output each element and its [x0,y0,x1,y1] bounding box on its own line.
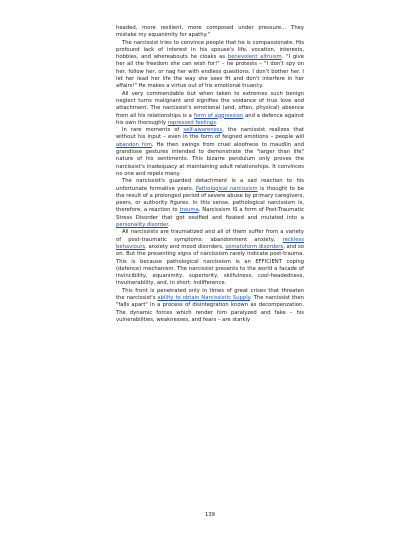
link-self-awareness[interactable]: self-awareness [183,127,223,134]
text-run: headed, more resilient, more composed under pressure… They mistake my equanimity for apathy." [116,25,304,39]
text-run: , the narcissist realizes that without his input – even in the form of feigned emotions – people will [116,127,304,141]
paragraph [116,288,304,324]
link-somatoform-disorders[interactable]: somatoform disorders [225,243,284,250]
link-trauma[interactable]: trauma [179,207,199,214]
paragraph [116,25,304,40]
text-run: . [215,119,218,126]
text-run: . Narcissism IS a form of Post-Traumatic Stress Disorder that got ossified and fixated and mutated into a [116,207,304,221]
text-run: is thought to be the result of a prolonged period of severe abuse by primary caregivers, peers, or authority figures. In this sense, pathological narcissism is, therefore, a reaction to [116,185,304,214]
text-run: All narcissists are traumatized and all of them suffer from a variety of post-traumatic symptoms: abandonment anxiety, [116,229,304,243]
text-run: . [168,222,170,229]
link-ability-to-obtain-narcissistic-supply[interactable]: ability to obtain Narcissistic Supply [157,294,251,301]
text-run: , anxiety and mood disorders, [145,243,226,250]
link-repressed-feelings[interactable]: repressed feelings [167,119,216,126]
text-run: The narcissist's guarded detachment is a sad reaction to his unfortunate formative years. [116,178,304,192]
link-benevolent-altruism[interactable]: benevolent altruism [227,54,282,61]
paragraph [116,229,304,287]
text-run: The narcissist tries to convince people that he is compassionate. His profound lack of interest in his spouse's life, vocation, interests, hobbies, and whereabouts he cloaks as [116,39,304,61]
link-abandon-him[interactable]: abandon him [116,141,152,148]
body-text [116,25,304,324]
text-run: . "I give her all the freedom she can wish for!" – he protests – "I don't spy on her, follow her, or nag her with endless questions. I don't bother her. I let her lead her life the way she sees fit and don't interfere in her affairs!" He makes a virtue out of his emotional truancy. [116,54,304,90]
link-reckless-behaviours[interactable]: reckless behaviours [116,236,304,250]
text-run: . He then swings from cruel aloofness to maudlin and grandiose gestures intended to demonstrate the "larger than life" nature of his sentiments. This bizarre pendulum only proves the narcissist's inadequacy at maintaining adult relationships. It convinces no one and repels many. [116,141,304,177]
paragraph [116,178,304,229]
text-run: and a defence against his own thoroughly [116,112,305,126]
text-run: , and so on. But the presenting signs of narcissism rarely indicate post-trauma. This is because pathological narcissism is an EFFICIENT coping (defence) mechanism. The narcissist presents to the world a facade of invincibility, equanimity, superiority, skilfulness, cool-headedness, invulnerability, and, in short: indifference. [116,243,304,287]
page-number: 139 [204,512,216,518]
text-run: . The narcissist then "falls apart" in a process of disintegration known as decompenzation. The dynamic forces which render him paralyzed and fake – his vulnerabilities, weaknesses, and fears – are starkly [116,294,304,323]
text-run: All very commendable but when taken to extremes such benign neglect turns malignant and signifies the voidance of true love and attachment. The narcissist's emotional (and, often, physical) absence from all his relationships is a [116,90,304,119]
paragraph [116,127,304,178]
text-run: This front is penetrated only in times of great crises that threaten the narcissist's [116,287,304,301]
paragraph [116,91,304,127]
link-personality-disorder[interactable]: personality disorder [116,222,169,229]
link-form-of-aggression[interactable]: form of aggression [193,112,244,119]
paragraph [116,40,304,91]
text-run: In rare moments of [122,127,184,134]
link-pathological-narcissism[interactable]: Pathological narcissism [195,185,258,192]
